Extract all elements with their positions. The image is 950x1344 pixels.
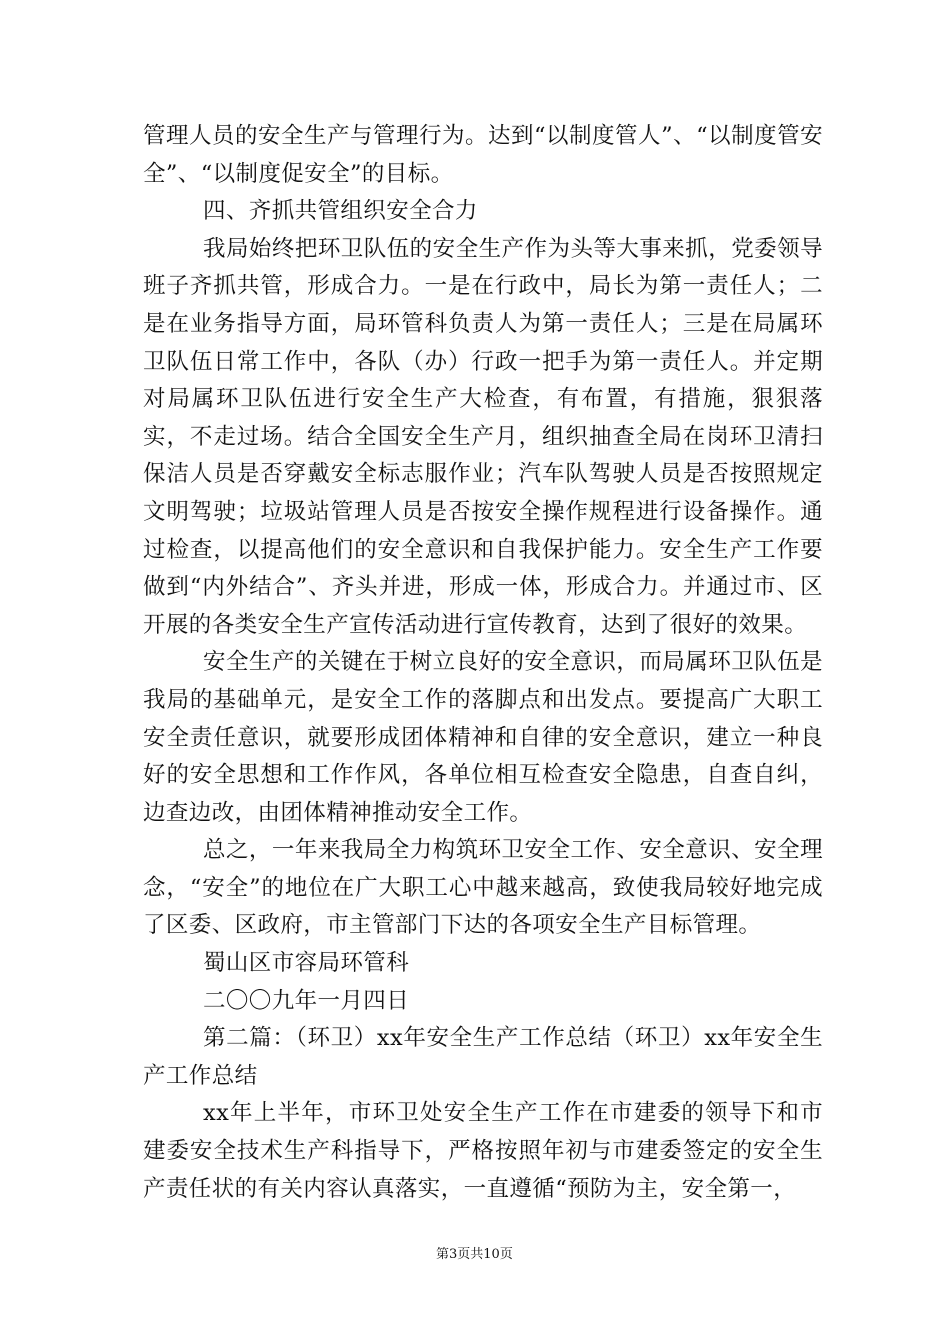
paragraph-safety-awareness: 安全生产的关键在于树立良好的安全意识，而局属环卫队伍是我局的基础单元，是安全工作的落脚点和出发点。要提高广大职工安全责任意识，就要形成团体精神和自律的安全意识，建立一种良好的安全思想和工作作风，各单位相互检查安全隐患，自查自纠，边查边改，由团体精神推动安全工作。 [143, 649, 823, 826]
section-heading: 四、齐抓共管组织安全合力 [203, 198, 478, 225]
paragraph-conclusion: 总之，一年来我局全力构筑环卫安全工作、安全意识、安全理念，“安全”的地位在广大职工心中越来越高，致使我局较好地完成了区委、区政府，市主管部门下达的各项安全生产目标管理。 [143, 837, 823, 939]
paragraph-continuation: 管理人员的安全生产与管理行为。达到“以制度管人”、“以制度管安全”、“以制度促安全”的目标。 [143, 123, 823, 187]
signature-date: 二〇〇九年一月四日 [203, 987, 410, 1014]
paragraph-second-article-intro: xx年上半年，市环卫处安全生产工作在市建委的领导下和市建委安全技术生产科指导下，严格按照年初与市建委签定的安全生产责任状的有关内容认真落实，一直遵循“预防为主，安全第一， [143, 1100, 823, 1202]
second-article-title: 第二篇：（环卫）xx年安全生产工作总结（环卫）xx年安全生产工作总结 [143, 1025, 823, 1089]
signature-department: 蜀山区市容局环管科 [203, 950, 410, 977]
document-body [143, 118, 823, 1208]
page-number: 第3页共10页 [436, 1247, 513, 1262]
paragraph-joint-management: 我局始终把环卫队伍的安全生产作为头等大事来抓，党委领导班子齐抓共管，形成合力。一是在行政中，局长为第一责任人；二是在业务指导方面，局环管科负责人为第一责任人；三是在局属环卫队伍日常工作中，各队（办）行政一把手为第一责任人。并定期对局属环卫队伍进行安全生产大检查，有布置，有措施，狠狠落实，不走过场。结合全国安全生产月，组织抽查全局在岗环卫清扫保洁人员是否穿戴安全标志服作业；汽车队驾驶人员是否按照规定文明驾驶；垃圾站管理人员是否按安全操作规程进行设备操作。通过检查，以提高他们的安全意识和自我保护能力。安全生产工作要做到“内外结合”、齐头并进，形成一体，形成合力。并通过市、区开展的各类安全生产宣传活动进行宣传教育，达到了很好的效果。 [143, 235, 823, 638]
